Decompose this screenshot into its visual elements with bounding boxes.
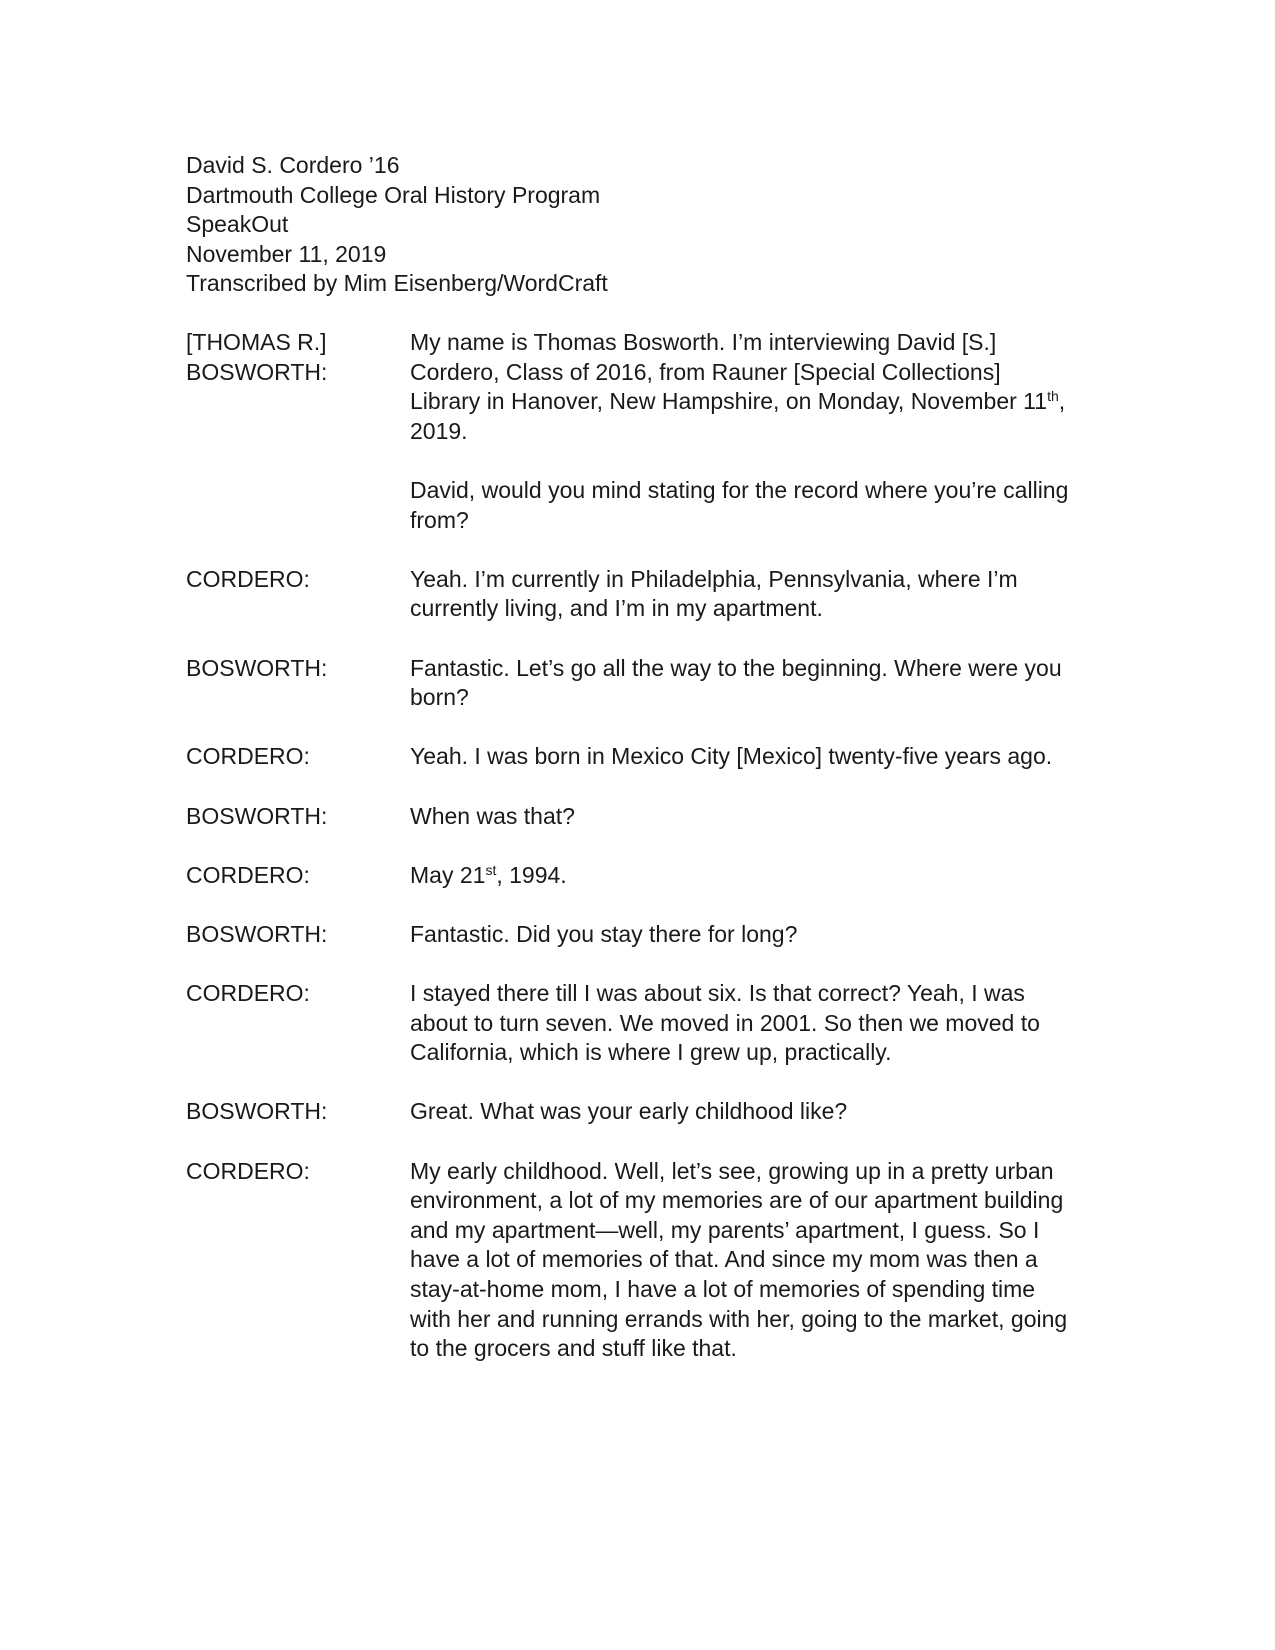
speech-paragraph: When was that? xyxy=(410,802,575,829)
speaker-label: BOSWORTH: xyxy=(186,920,328,947)
header-program: Dartmouth College Oral History Program xyxy=(186,181,601,208)
transcript-turn xyxy=(186,742,1086,772)
speech-paragraph: My early childhood. Well, let’s see, growing up in a pretty urban environment, a lot of my memories are of our apartment building and my apartment—well, my parents’ apartment, I guess. So I have a lot of memories of that. And since my mom was then a stay-at-home mom, I have a lot of memories of spending time with her and running errands with her, going to the market, going to the grocers and stuff like that. xyxy=(410,1157,1068,1362)
transcript-turn xyxy=(186,861,1086,891)
speech-paragraph: Great. What was your early childhood like? xyxy=(410,1098,848,1125)
speech-paragraph: Yeah. I was born in Mexico City [Mexico] twenty-five years ago. xyxy=(410,743,1053,770)
speech-text xyxy=(410,328,1076,535)
speech-paragraph: May 21st, 1994. xyxy=(410,861,567,888)
speech-paragraph: Fantastic. Did you stay there for long? xyxy=(410,920,798,947)
speech-text xyxy=(410,802,1076,832)
transcript-turn xyxy=(186,979,1086,1068)
speech-text xyxy=(410,979,1076,1068)
speech-paragraph: I stayed there till I was about six. Is that correct? Yeah, I was about to turn seven. We moved in 2001. So then we moved to California, which is where I grew up, practically. xyxy=(410,980,1040,1066)
document-header xyxy=(186,151,1086,299)
speaker-label: BOSWORTH: xyxy=(186,654,328,681)
speaker-label: BOSWORTH: xyxy=(186,802,328,829)
speech-text xyxy=(410,654,1076,713)
speaker-label: BOSWORTH: xyxy=(186,1098,328,1125)
speaker-label: CORDERO: xyxy=(186,743,310,770)
speech-text xyxy=(410,1097,1076,1127)
header-interviewee: David S. Cordero ’16 xyxy=(186,152,400,178)
speech-text xyxy=(410,1157,1076,1364)
transcript-turn xyxy=(186,1157,1086,1364)
transcript-turn xyxy=(186,654,1086,713)
speaker-label: [THOMAS R.] BOSWORTH: xyxy=(186,329,328,385)
transcript-turn xyxy=(186,328,1086,535)
speech-paragraph: Fantastic. Let’s go all the way to the beginning. Where were you born? xyxy=(410,654,1062,711)
header-transcriber: Transcribed by Mim Eisenberg/WordCraft xyxy=(186,270,608,297)
speech-text xyxy=(410,742,1076,772)
speech-text xyxy=(410,565,1076,624)
speaker-label: CORDERO: xyxy=(186,980,310,1007)
speech-paragraph: Yeah. I’m currently in Philadelphia, Pennsylvania, where I’m currently living, and I’m in my apartment. xyxy=(410,565,1018,622)
transcript-body xyxy=(186,328,1086,1393)
ordinal-suffix: th xyxy=(1047,388,1059,405)
speaker-label: CORDERO: xyxy=(186,861,310,888)
speech-text xyxy=(410,920,1076,950)
speech-paragraph: David, would you mind stating for the record where you’re calling from? xyxy=(410,476,1069,533)
header-date: November 11, 2019 xyxy=(186,240,387,267)
speech-text xyxy=(410,861,1076,891)
header-series: SpeakOut xyxy=(186,211,289,238)
speech-paragraph: My name is Thomas Bosworth. I’m interviewing David [S.] Cordero, Class of 2016, from Rauner [Special Collections] Library in Hanover, New Hampshire, on Monday, November 11th, 2019. xyxy=(410,329,1066,444)
transcript-turn xyxy=(186,802,1086,832)
ordinal-suffix: st xyxy=(485,861,497,878)
transcript-turn xyxy=(186,920,1086,950)
transcript-turn xyxy=(186,565,1086,624)
speaker-label: CORDERO: xyxy=(186,565,310,592)
speaker-label: CORDERO: xyxy=(186,1157,310,1184)
transcript-turn xyxy=(186,1097,1086,1127)
